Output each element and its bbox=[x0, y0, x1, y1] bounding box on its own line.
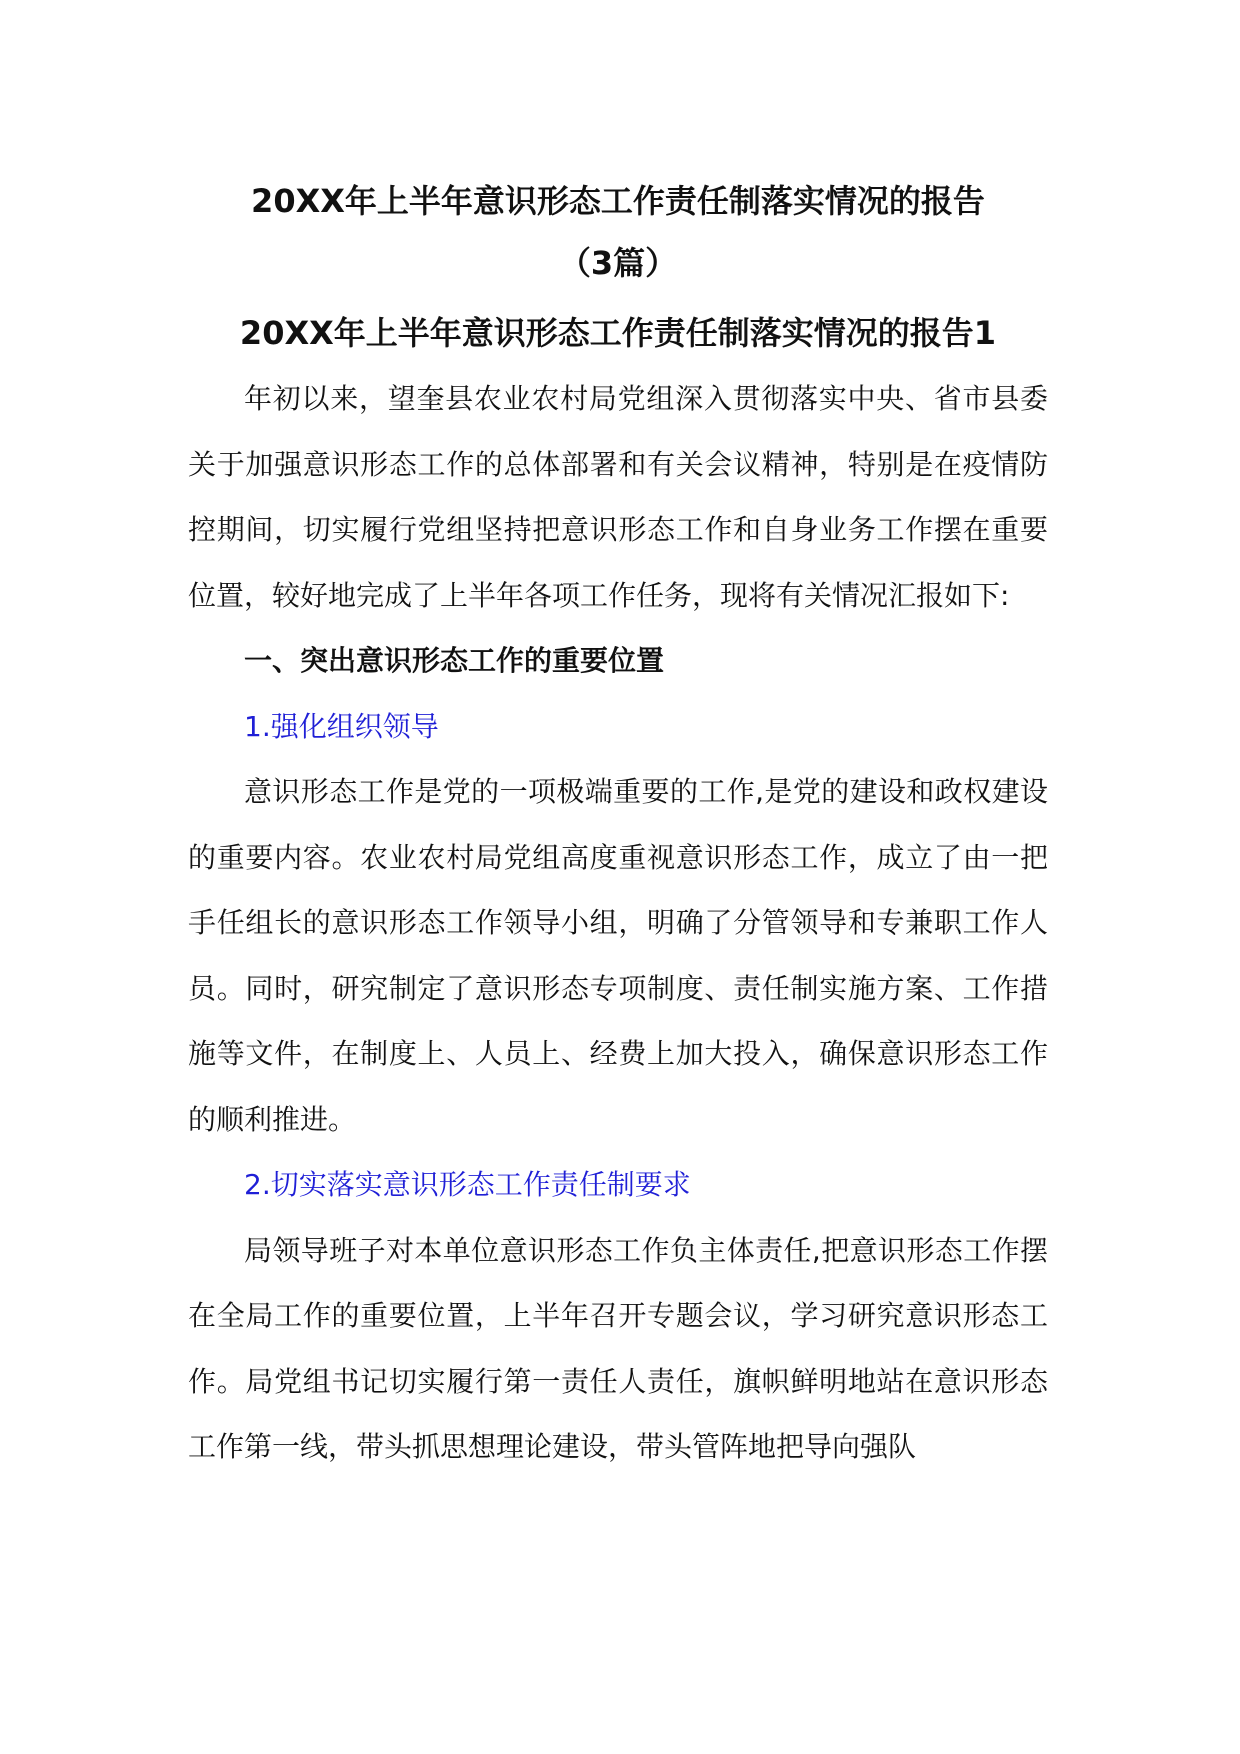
paragraph-1: 意识形态工作是党的一项极端重要的工作,是党的建设和政权建设的重要内容。农业农村局党组高度重视意识形态工作，成立了由一把手任组长的意识形态工作领导小组，明确了分管领导和专兼职工作人员。同时，研究制定了意识形态专项制度、责任制实施方案、工作措施等文件，在制度上、人员上、经费上加大投入，确保意识形态工作的顺利推进。 bbox=[188, 775, 1048, 1136]
intro-paragraph: 年初以来，望奎县农业农村局党组深入贯彻落实中央、省市县委关于加强意识形态工作的总体部署和有关会议精神，特别是在疫情防控期间，切实履行党组坚持把意识形态工作和自身业务工作摆在重要位置，较好地完成了上半年各项工作任务，现将有关情况汇报如下: bbox=[188, 382, 1048, 612]
document-body bbox=[188, 170, 1048, 1480]
subheading-2: 2.切实落实意识形态工作责任制要求 bbox=[244, 1168, 691, 1201]
section-title: 20XX年上半年意识形态工作责任制落实情况的报告1 bbox=[239, 314, 997, 352]
document-subtitle: （3篇） bbox=[558, 244, 678, 282]
paragraph-2: 局领导班子对本单位意识形态工作负主体责任,把意识形态工作摆在全局工作的重要位置，上半年召开专题会议，学习研究意识形态工作。局党组书记切实履行第一责任人责任，旗帜鲜明地站在意识形态工作第一线，带头抓思想理论建设，带头管阵地把导向强队 bbox=[188, 1233, 1048, 1463]
subheading-1: 1.强化组织领导 bbox=[244, 709, 439, 743]
document-title: 20XX年上半年意识形态工作责任制落实情况的报告 bbox=[251, 182, 985, 220]
heading-1: 一、突出意识形态工作的重要位置 bbox=[244, 644, 665, 677]
